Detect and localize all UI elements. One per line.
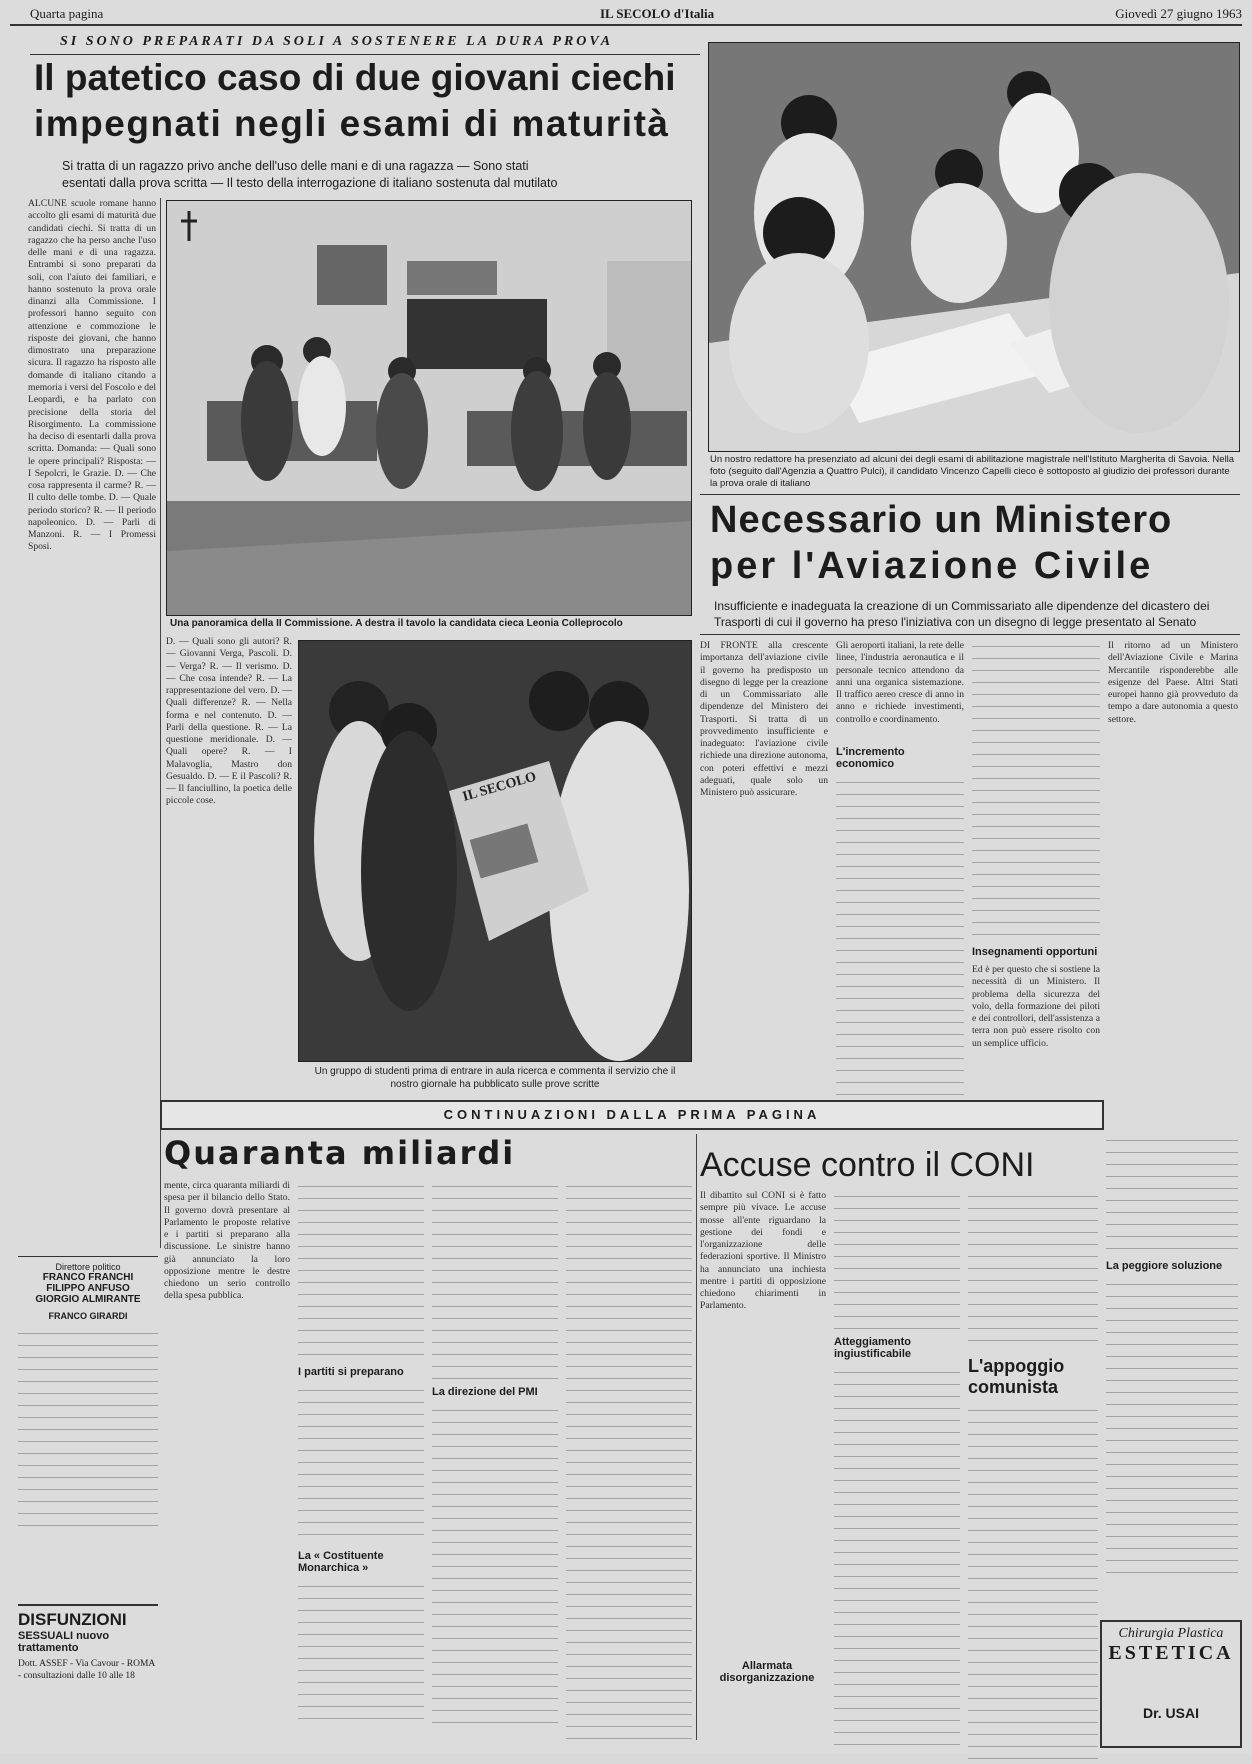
coni-text-c [968, 1190, 1098, 1350]
quaranta-col-3 [432, 1180, 558, 1724]
coni-sub-3: L'appoggio comunista [968, 1356, 1065, 1397]
aviation-headline-1: Necessario un Ministero [710, 499, 1173, 541]
coni-text-d [968, 1404, 1098, 1764]
quaranta-sub-2: La « Costituente Monarchica » [298, 1550, 384, 1574]
quaranta-col-4 [566, 1180, 692, 1740]
quaranta-sub-1: I partiti si preparano [298, 1366, 404, 1378]
lead-body-mid: D. — Quali sono gli autori? R. — Giovanni Verga, Pascoli. D. — Verga? R. — Il verismo. D. — Che cosa intende? R. — La rappresentazione del vero. D. — Quali differenze? R. — Nella forma e nel contenuto. D. — Parli della questione. R. — La questione meridionale. D. — Quali opere? R. — I Malavoglia, Mastro don Gesualdo. D. — E il Pascoli? R. — Il fanciullino, la poetica delle piccole cose. [166, 636, 292, 807]
estetica-line-2: ESTETICA [1108, 1642, 1234, 1664]
quaranta-headline: Quaranta miliardi [164, 1134, 516, 1172]
oral-exam-caption: Un nostro redattore ha presenziato ad alcuni dei degli esami di abilitazione magistrale nell'Istituto Margherita di Savoia. Nella foto (seguito dall'Agenzia a Quattro Pulci), il candidato Vincenzo Capelli cieco è sottoposto al giudizio dei professori durante la prova orale di italiano [710, 454, 1235, 489]
staff-box [18, 1262, 158, 1527]
lead-deck-1: Si tratta di un ragazzo privo anche dell'uso delle mani e di una ragazza — Sono stati [62, 159, 529, 173]
coni-sub-4: La peggiore soluzione [1106, 1260, 1223, 1272]
sidebar-rule [18, 1256, 158, 1257]
aviation-col-3 [972, 640, 1100, 1090]
continuations-banner: CONTINUAZIONI DALLA PRIMA PAGINA [160, 1100, 1104, 1130]
coni-sub-1: Atteggiamento ingiustificabile [834, 1336, 912, 1360]
coni-sub-2: Allarmata disorganizzazione [719, 1660, 815, 1684]
estetica-line-3: Dr. USAI [1142, 1705, 1199, 1721]
quaranta-sub-3: La direzione del PMI [432, 1386, 538, 1398]
section-rule [700, 494, 1240, 495]
coni-col-4 [1106, 1134, 1238, 1578]
oral-exam-photo [708, 42, 1240, 452]
header-page-number: Quarta pagina [30, 6, 104, 21]
students-caption: Un gruppo di studenti prima di entrare in aula ricerca e commenta il servizio che il nostro giornale ha pubblicato sulle prove scritte [314, 1066, 676, 1090]
aviation-deck: Insufficiente e inadeguata la creazione di un Commissariato alle dipendenze del dicastero dei Trasporti di cui il governo ha preso l'iniziativa con un disegno di legge presentato al Senato [714, 599, 1210, 630]
disfunzioni-title: DISFUNZIONI [18, 1610, 127, 1629]
kicker-rule [30, 54, 700, 55]
lead-headline-2: impegnati negli esami di maturità [34, 103, 670, 144]
aviation-col-2-text [836, 776, 964, 1106]
quaranta-text-d [432, 1180, 558, 1380]
coni-col-3 [968, 1190, 1098, 1764]
quaranta-text-b [298, 1384, 424, 1544]
quaranta-col-2 [298, 1180, 424, 1730]
estetica-line-1: Chirurgia Plastica [1118, 1626, 1224, 1641]
disfunzioni-sub: SESSUALI nuovo trattamento [18, 1630, 110, 1654]
lead-kicker: SI SONO PREPARATI DA SOLI A SOSTENERE LA DURA PROVA [60, 34, 614, 49]
header-masthead: IL SECOLO d'Italia [600, 6, 715, 21]
aviation-sub-2: Insegnamenti opportuni [972, 946, 1098, 958]
staff-4: FRANCO GIRARDI [48, 1311, 128, 1321]
quaranta-text-e [432, 1404, 558, 1724]
exam-room-photo [166, 200, 692, 616]
coni-text-a [834, 1190, 960, 1330]
coni-body: Il dibattito sul CONI si è fatto sempre più vivace. Le accuse mosse all'ente riguardano la gestione dei fondi e l'organizzazione delle federazioni sportive. Il Ministro ha annunciato una inchiesta mentre i partiti di opposizione chiedono chiarimenti in Parlamento. [700, 1190, 826, 1312]
in-photo-newspaper-title: IL SECOLO [460, 769, 539, 805]
page-header [10, 4, 1242, 26]
deck-rule [700, 634, 1240, 635]
lead-deck-2: esentati dalla prova scritta — Il testo della interrogazione di italiano sostenuta dal mutilato [62, 176, 558, 190]
aviation-sub-1: L'incremento economico [836, 746, 905, 770]
aviation-body-3: Ed è per questo che si sostiene la necessità di un Ministero. Il problema della sicurezza del volo, della formazione dei piloti e dei controllori, dell'assistenza a terra non può essere risolto con un semplice ufficio. [972, 964, 1100, 1049]
staff-text [18, 1327, 158, 1527]
coni-text-e [1106, 1134, 1238, 1254]
exam-room-caption: Una panoramica della II Commissione. A destra il tavolo la candidata cieca Leonia Colleprocolo [170, 618, 623, 629]
lead-headline-1: Il patetico caso di due giovani ciechi [34, 57, 676, 98]
lead-body-left: ALCUNE scuole romane hanno accolto gli esami di maturità due candidati ciechi. Si tratta di un ragazzo che ha perso anche l'uso delle mani e di una ragazza. Entrambi si sono preparati da soli, con l'aiuto dei familiari, e hanno sostenuto la prova orale dinanzi alla Commissione. I professori hanno seguito con attenzione e commozione le risposte dei giovani, che hanno dimostrato una preparazione sicura. Il ragazzo ha risposto alle domande di italiano citando a memoria i versi del Foscolo e del Leopardi, e ha parlato con precisione della storia del Risorgimento. La commissione ha deciso di esentarli dalla prova scritta. Domanda: — Quali sono le opere principali? Risposta: — I Sepolcri, le Grazie. D. — Che cosa rappresenta il carme? R. — Il culto delle tombe. D. — Quale periodo storico? R. — Il periodo napoleonico. D. — Parli di Manzoni. R. — I Promessi Sposi. [28, 198, 156, 553]
coni-text-b [834, 1366, 960, 1746]
aviation-col-3-text [972, 640, 1100, 940]
staff-3: GIORGIO ALMIRANTE [35, 1294, 141, 1305]
aviation-col-2 [836, 640, 964, 1090]
continuation-divider [696, 1134, 697, 1740]
staff-title: Direttore politico [55, 1262, 121, 1272]
staff-2: FILIPPO ANFUSO [46, 1283, 130, 1294]
quaranta-text-a [298, 1180, 424, 1360]
aviation-body-4: Il ritorno ad un Ministero dell'Aviazione Civile e Marina Mercantile risponderebbe alle esigenze del Paese. Altri Stati europei hanno già provveduto da tempo a dare autonomia a questo settore. [1108, 640, 1238, 725]
aviation-headline-2: per l'Aviazione Civile [710, 545, 1154, 587]
quaranta-text-c [298, 1580, 424, 1730]
column-rule [160, 198, 161, 1248]
quaranta-body: mente, circa quaranta miliardi di spesa per il bilancio dello Stato. Il governo dovrà presentare al Parlamento le proposte relative e i partiti si preparano alla discussione. Le sinistre hanno già annunciato la loro opposizione mentre le destre chiedono un serio controllo della spesa pubblica. [164, 1180, 290, 1302]
disfunzioni-ad [18, 1604, 158, 1683]
staff-1: FRANCO FRANCHI [42, 1272, 134, 1283]
header-date: Giovedì 27 giugno 1963 [1115, 6, 1242, 21]
coni-headline: Accuse contro il CONI [700, 1146, 1035, 1184]
estetica-ad [1100, 1620, 1242, 1748]
coni-text-f [1106, 1278, 1238, 1578]
aviation-body-1: DI FRONTE alla crescente importanza dell'aviazione civile il governo ha predisposto un disegno di legge per la creazione di un Commissariato alle dipendenze del Ministero dei Trasporti. Si tratta di un provvedimento insufficiente e inadeguato: l'aviazione civile richiede una direzione autonoma, con poteri effettivi e mezzi adeguati, quale solo un Ministero può assicurare. [700, 640, 828, 799]
aviation-body-2: Gli aeroporti italiani, la rete delle linee, l'industria aeronautica e il personale tecnico attendono da anni una organica sistemazione. Il traffico aereo cresce di anno in anno e richiede investimenti, controllo e coordinamento. [836, 640, 964, 725]
disfunzioni-body: Dott. ASSEF - Via Cavour - ROMA - consultazioni dalle 10 alle 18 [18, 1659, 155, 1682]
coni-col-2 [834, 1190, 960, 1746]
students-reading-photo [298, 640, 692, 1062]
